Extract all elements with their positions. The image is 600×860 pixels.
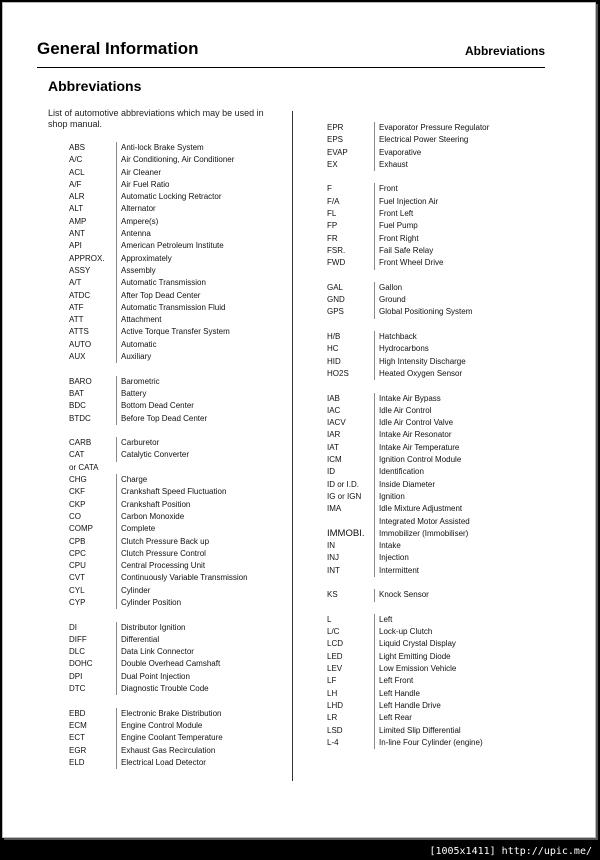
abbreviation-definition: Double Overhead Camshaft: [116, 658, 220, 670]
abbreviation-row: [69, 585, 269, 597]
abbreviation-row: [69, 302, 269, 314]
abbreviation-row: [327, 614, 557, 626]
abbreviation-term: CKP: [69, 499, 86, 509]
abbreviation-row: [327, 675, 557, 687]
abbreviation-term: DI: [69, 622, 77, 632]
abbreviation-row: [69, 265, 269, 277]
abbreviation-term: ATDC: [69, 290, 91, 300]
abbreviation-definition: Exhaust: [374, 159, 408, 171]
abbreviation-term: IN: [327, 541, 335, 551]
abbreviation-term: GPS: [327, 307, 344, 317]
abbreviation-definition: Clutch Pressure Back up: [116, 536, 209, 548]
abbreviation-row: [327, 466, 557, 478]
abbreviation-row: [327, 516, 557, 528]
abbreviation-term: A/F: [69, 179, 82, 189]
abbreviation-term: FL: [327, 209, 337, 219]
abbreviation-term: INT: [327, 565, 340, 575]
abbreviation-definition: Global Positioning System: [374, 306, 472, 318]
abbreviation-term: IG or IGN: [327, 491, 362, 501]
abbreviation-term: ATT: [69, 315, 84, 325]
abbreviation-definition: Idle Mixture Adjustment: [374, 503, 462, 515]
abbreviation-definition: Intake Air Resonator: [374, 429, 451, 441]
abbreviation-row: [327, 417, 557, 429]
abbreviation-row: [327, 442, 557, 454]
abbreviation-term: HC: [327, 344, 339, 354]
page-title: Abbreviations: [48, 78, 142, 94]
abbreviation-row: [327, 208, 557, 220]
abbreviation-term: COMP: [69, 524, 93, 534]
abbreviation-term: IMMOBI.: [327, 527, 365, 539]
abbreviation-row: [327, 159, 557, 171]
abbreviation-row: [69, 548, 269, 560]
abbreviation-term: EBD: [69, 708, 86, 718]
abbreviation-definition: Charge: [116, 474, 147, 486]
abbreviation-definition: Dual Point Injection: [116, 671, 190, 683]
abbreviation-definition: Light Emitting Diode: [374, 651, 451, 663]
abbreviation-definition: Electrical Load Detector: [116, 757, 206, 769]
abbreviation-definition: Left: [374, 614, 392, 626]
abbreviation-row: [327, 725, 557, 737]
abbreviation-row: [327, 552, 557, 564]
abbreviation-definition: Cylinder Position: [116, 597, 181, 609]
abbreviation-definition: Low Emission Vehicle: [374, 663, 456, 675]
abbreviation-row: [69, 474, 269, 486]
abbreviation-row: [69, 745, 269, 757]
abbreviation-definition: Air Fuel Ratio: [116, 179, 169, 191]
abbreviation-row: [69, 597, 269, 609]
abbreviation-row: [69, 191, 269, 203]
abbreviation-definition: Fuel Pump: [374, 220, 418, 232]
abbreviation-row: [69, 413, 269, 425]
abbreviation-row: [327, 540, 557, 552]
abbreviation-definition: Antenna: [116, 228, 151, 240]
abbreviation-term: ID: [327, 467, 335, 477]
abbreviation-term: ASSY: [69, 265, 91, 275]
abbreviation-definition: Fuel Injection Air: [374, 196, 438, 208]
abbreviation-row: [327, 638, 557, 650]
abbreviation-term: DTC: [69, 684, 86, 694]
abbreviation-definition: Diagnostic Trouble Code: [116, 683, 209, 695]
abbreviation-row: [327, 294, 557, 306]
abbreviation-definition: Catalytic Converter: [116, 449, 189, 461]
abbreviation-definition: Inside Diameter: [374, 479, 435, 491]
abbreviation-definition: Ampere(s): [116, 216, 158, 228]
abbreviation-definition: Idle Air Control Valve: [374, 417, 453, 429]
abbreviation-definition: Limited Slip Differential: [374, 725, 461, 737]
abbreviation-definition: Automatic Locking Retractor: [116, 191, 222, 203]
abbreviation-definition: Complete: [116, 523, 155, 535]
abbreviation-definition: Before Top Dead Center: [116, 413, 207, 425]
abbreviation-term: GND: [327, 295, 345, 305]
abbreviation-definition: Clutch Pressure Control: [116, 548, 206, 560]
abbreviation-row: [69, 203, 269, 215]
abbreviation-row: [327, 663, 557, 675]
abbreviation-term: ID or I.D.: [327, 479, 360, 489]
abbreviation-row: [69, 179, 269, 191]
abbreviation-term: F: [327, 184, 332, 194]
abbreviation-row: [327, 122, 557, 134]
abbreviation-term: ECT: [69, 733, 85, 743]
abbreviation-row: [327, 589, 557, 601]
abbreviation-definition: Air Cleaner: [116, 167, 161, 179]
abbreviation-term: EGR: [69, 745, 87, 755]
group-spacer: [69, 363, 269, 375]
abbreviation-term: ATF: [69, 302, 84, 312]
abbreviation-definition: Bottom Dead Center: [116, 400, 194, 412]
abbreviation-definition: American Petroleum Institute: [116, 240, 224, 252]
abbreviation-term: LH: [327, 688, 338, 698]
abbreviation-list-left: [69, 142, 269, 769]
abbreviation-row: [69, 216, 269, 228]
abbreviation-row: [69, 658, 269, 670]
abbreviation-term: ALT: [69, 204, 84, 214]
abbreviation-row: [69, 622, 269, 634]
abbreviation-row: [327, 134, 557, 146]
abbreviation-term: CKF: [69, 487, 85, 497]
group-spacer: [69, 425, 269, 437]
abbreviation-definition: Left Handle Drive: [374, 700, 441, 712]
abbreviation-definition: Engine Control Module: [116, 720, 202, 732]
abbreviation-row: [327, 688, 557, 700]
abbreviation-term: CVT: [69, 573, 85, 583]
abbreviation-row: [69, 757, 269, 769]
abbreviation-term: CARB: [69, 438, 92, 448]
abbreviation-definition: Gallon: [374, 282, 402, 294]
abbreviation-row: [327, 147, 557, 159]
abbreviation-term: IAC: [327, 405, 341, 415]
abbreviation-term: APPROX.: [69, 253, 105, 263]
abbreviation-term: CYP: [69, 597, 86, 607]
abbreviation-term: FWD: [327, 258, 346, 268]
abbreviation-term: IAT: [327, 442, 339, 452]
abbreviation-term: BTDC: [69, 413, 91, 423]
abbreviation-term: ICM: [327, 455, 342, 465]
abbreviation-term: AMP: [69, 216, 87, 226]
abbreviation-definition: In-line Four Cylinder (engine): [374, 737, 483, 749]
abbreviation-term: A/C: [69, 155, 83, 165]
abbreviation-term: FP: [327, 221, 338, 231]
abbreviation-row: [327, 429, 557, 441]
header-topic: Abbreviations: [464, 44, 545, 58]
abbreviation-row: [69, 683, 269, 695]
abbreviation-row: [327, 712, 557, 724]
group-spacer: [69, 695, 269, 707]
group-spacer: [69, 609, 269, 621]
abbreviation-term: ECM: [69, 720, 87, 730]
abbreviation-definition: Intermittent: [374, 565, 419, 577]
group-spacer: [327, 577, 557, 589]
manual-page: [2, 2, 596, 838]
abbreviation-definition: Idle Air Control: [374, 405, 431, 417]
abbreviation-definition: Injection: [374, 552, 409, 564]
abbreviation-row: [327, 245, 557, 257]
abbreviation-row: [69, 277, 269, 289]
group-spacer: [327, 270, 557, 282]
abbreviation-definition: Automatic Transmission: [116, 277, 206, 289]
abbreviation-definition: Barometric: [116, 376, 160, 388]
abbreviation-definition: Ground: [374, 294, 406, 306]
abbreviation-definition: Data Link Connector: [116, 646, 194, 658]
abbreviation-definition: Intake: [374, 540, 401, 552]
abbreviation-term: F/A: [327, 196, 340, 206]
group-spacer: [327, 171, 557, 183]
abbreviation-term: AUTO: [69, 339, 92, 349]
abbreviation-definition: Heated Oxygen Sensor: [374, 368, 462, 380]
abbreviation-row: [327, 368, 557, 380]
abbreviation-term: ELD: [69, 757, 85, 767]
abbreviation-row: [69, 400, 269, 412]
abbreviation-row: [69, 499, 269, 511]
abbreviation-term: CHG: [69, 475, 87, 485]
abbreviation-row: [327, 196, 557, 208]
abbreviation-definition: Left Rear: [374, 712, 412, 724]
abbreviation-term: ABS: [69, 143, 86, 152]
abbreviation-definition: Anti-lock Brake System: [116, 142, 204, 154]
abbreviation-term: KS: [327, 590, 338, 600]
intro-text: List of automotive abbreviations which may be used in shop manual.: [48, 108, 264, 129]
abbreviation-term: API: [69, 241, 82, 251]
abbreviation-row: [327, 491, 557, 503]
abbreviation-term: L/C: [327, 627, 340, 637]
abbreviation-definition: Intake Air Bypass: [374, 393, 441, 405]
abbreviation-term: BARO: [69, 376, 92, 386]
abbreviation-term: ANT: [69, 229, 85, 239]
abbreviation-row: [327, 306, 557, 318]
abbreviation-term: A/T: [69, 278, 82, 288]
abbreviation-term: LF: [327, 676, 337, 686]
abbreviation-definition: Carburetor: [116, 437, 159, 449]
abbreviation-term: LHD: [327, 700, 344, 710]
abbreviation-term: CPU: [69, 561, 86, 571]
abbreviation-term: DOHC: [69, 659, 93, 669]
abbreviation-definition: Crankshaft Position: [116, 499, 190, 511]
abbreviation-row: [327, 700, 557, 712]
abbreviation-term: DPI: [69, 671, 83, 681]
abbreviation-definition: Auxiliary: [116, 351, 151, 363]
abbreviation-row: [69, 376, 269, 388]
abbreviation-definition: Identification: [374, 466, 424, 478]
abbreviation-definition: After Top Dead Center: [116, 290, 200, 302]
abbreviation-definition: Liquid Crystal Display: [374, 638, 456, 650]
abbreviation-row: [327, 183, 557, 195]
group-spacer: [327, 319, 557, 331]
abbreviation-row: [69, 523, 269, 535]
abbreviation-definition: Assembly: [116, 265, 156, 277]
section-title: General Information: [37, 39, 199, 58]
abbreviation-term: LCD: [327, 639, 344, 649]
abbreviation-definition: Battery: [116, 388, 146, 400]
abbreviation-term: CO: [69, 511, 81, 521]
abbreviation-term: LEV: [327, 664, 343, 674]
abbreviation-definition: Active Torque Transfer System: [116, 326, 230, 338]
abbreviation-row: [69, 511, 269, 523]
abbreviation-term: L: [327, 614, 332, 624]
abbreviation-row: [327, 737, 557, 749]
abbreviation-row: [69, 388, 269, 400]
abbreviation-definition: Approximately: [116, 253, 172, 265]
abbreviation-term: IAB: [327, 393, 340, 403]
abbreviation-row: [327, 343, 557, 355]
abbreviation-term: BAT: [69, 388, 84, 398]
abbreviation-term: ACL: [69, 167, 85, 177]
abbreviation-definition: Hydrocarbons: [374, 343, 429, 355]
abbreviation-definition: Automatic: [116, 339, 157, 351]
abbreviation-term: IACV: [327, 418, 346, 428]
abbreviation-definition: Central Processing Unit: [116, 560, 205, 572]
abbreviation-row: [69, 351, 269, 363]
abbreviation-definition: Front Wheel Drive: [374, 257, 443, 269]
abbreviation-term: IAR: [327, 430, 341, 440]
abbreviation-row: [69, 449, 269, 461]
abbreviation-term: or CATA: [69, 462, 99, 472]
abbreviation-definition: Differential: [116, 634, 159, 646]
abbreviation-row: [327, 503, 557, 515]
abbreviation-row: [69, 154, 269, 166]
abbreviation-term: ATTS: [69, 327, 89, 337]
column-divider: [292, 111, 293, 781]
abbreviation-definition: Crankshaft Speed Fluctuation: [116, 486, 226, 498]
abbreviation-term: DLC: [69, 647, 86, 657]
abbreviation-definition: Automatic Transmission Fluid: [116, 302, 225, 314]
abbreviation-definition: Evaporator Pressure Regulator: [374, 122, 489, 134]
abbreviation-definition: Alternator: [116, 203, 156, 215]
abbreviation-definition: Knock Sensor: [374, 589, 429, 601]
abbreviation-term: GAL: [327, 282, 344, 292]
abbreviation-row: [327, 479, 557, 491]
abbreviation-row: [327, 220, 557, 232]
abbreviation-row: [69, 326, 269, 338]
abbreviation-definition: Attachment: [116, 314, 161, 326]
abbreviation-term: EX: [327, 159, 338, 169]
abbreviation-definition: Front Left: [374, 208, 413, 220]
abbreviation-definition: Engine Coolant Temperature: [116, 732, 223, 744]
abbreviation-row: [69, 732, 269, 744]
abbreviation-row: [327, 405, 557, 417]
abbreviation-term: CPC: [69, 548, 86, 558]
abbreviation-definition: Exhaust Gas Recirculation: [116, 745, 215, 757]
abbreviation-term: CYL: [69, 585, 85, 595]
abbreviation-row: [327, 356, 557, 368]
abbreviation-definition: Cylinder: [116, 585, 150, 597]
abbreviation-row: [69, 560, 269, 572]
abbreviation-row: [69, 290, 269, 302]
abbreviation-definition: Intake Air Temperature: [374, 442, 459, 454]
abbreviation-row: [69, 314, 269, 326]
abbreviation-row: [69, 462, 269, 474]
abbreviation-term: HO2S: [327, 368, 349, 378]
abbreviation-term: CAT: [69, 450, 85, 460]
abbreviation-term: BDC: [69, 401, 86, 411]
abbreviation-row: [69, 671, 269, 683]
abbreviation-row: [69, 142, 269, 154]
abbreviation-list-right: [327, 122, 557, 749]
abbreviation-row: [327, 651, 557, 663]
abbreviation-term: HID: [327, 356, 341, 366]
abbreviation-definition: Distributor Ignition: [116, 622, 185, 634]
abbreviation-row: [69, 536, 269, 548]
abbreviation-term: FSR.: [327, 245, 346, 255]
abbreviation-row: [69, 634, 269, 646]
abbreviation-definition: Front Right: [374, 233, 419, 245]
abbreviation-row: [327, 233, 557, 245]
abbreviation-term: LSD: [327, 725, 343, 735]
abbreviation-term: IMA: [327, 504, 342, 514]
abbreviation-row: [69, 572, 269, 584]
abbreviation-term: DIFF: [69, 634, 87, 644]
abbreviation-row: [327, 528, 557, 540]
abbreviation-term: ALR: [69, 192, 85, 202]
abbreviation-definition: Fail Safe Relay: [374, 245, 433, 257]
abbreviation-definition: Electrical Power Steering: [374, 134, 468, 146]
abbreviation-definition: Left Front: [374, 675, 413, 687]
abbreviation-term: LR: [327, 713, 338, 723]
abbreviation-row: [69, 646, 269, 658]
image-host-caption: [1005x1411] http://upic.me/: [425, 845, 596, 858]
abbreviation-term: H/B: [327, 332, 341, 342]
abbreviation-definition: Hatchback: [374, 331, 417, 343]
abbreviation-row: [69, 253, 269, 265]
abbreviation-row: [69, 486, 269, 498]
group-spacer: [327, 380, 557, 392]
abbreviation-term: AUX: [69, 352, 86, 362]
abbreviation-row: [69, 708, 269, 720]
abbreviation-row: [327, 565, 557, 577]
abbreviation-definition: Ignition Control Module: [374, 454, 461, 466]
abbreviation-definition: Continuously Variable Transmission: [116, 572, 248, 584]
abbreviation-definition: Immobilizer (Immobiliser): [374, 528, 468, 540]
abbreviation-definition: High Intensity Discharge: [374, 356, 466, 368]
abbreviation-row: [327, 331, 557, 343]
abbreviation-row: [69, 720, 269, 732]
abbreviation-term: EVAP: [327, 147, 348, 157]
abbreviation-definition: Air Conditioning, Air Conditioner: [116, 154, 234, 166]
abbreviation-row: [69, 437, 269, 449]
abbreviation-term: FR: [327, 233, 338, 243]
abbreviation-definition: Front: [374, 183, 398, 195]
abbreviation-definition: Left Handle: [374, 688, 420, 700]
abbreviation-row: [69, 228, 269, 240]
abbreviation-definition: Lock-up Clutch: [374, 626, 432, 638]
abbreviation-definition: Carbon Monoxide: [116, 511, 184, 523]
abbreviation-definition: Electronic Brake Distribution: [116, 708, 221, 720]
abbreviation-term: CPB: [69, 536, 86, 546]
abbreviation-row: [327, 282, 557, 294]
abbreviation-row: [69, 167, 269, 179]
abbreviation-definition: Integrated Motor Assisted: [374, 516, 470, 528]
group-spacer: [327, 602, 557, 614]
abbreviation-row: [69, 240, 269, 252]
abbreviation-row: [327, 393, 557, 405]
abbreviation-term: INJ: [327, 553, 339, 563]
abbreviation-row: [327, 626, 557, 638]
abbreviation-definition: Evaporative: [374, 147, 421, 159]
abbreviation-definition: Ignition: [374, 491, 405, 503]
abbreviation-row: [69, 339, 269, 351]
abbreviation-term: EPS: [327, 135, 344, 145]
abbreviation-term: EPR: [327, 123, 344, 132]
abbreviation-term: LED: [327, 651, 343, 661]
abbreviation-row: [327, 454, 557, 466]
abbreviation-term: L-4: [327, 737, 339, 747]
abbreviation-row: [327, 257, 557, 269]
header-rule: [37, 67, 545, 68]
